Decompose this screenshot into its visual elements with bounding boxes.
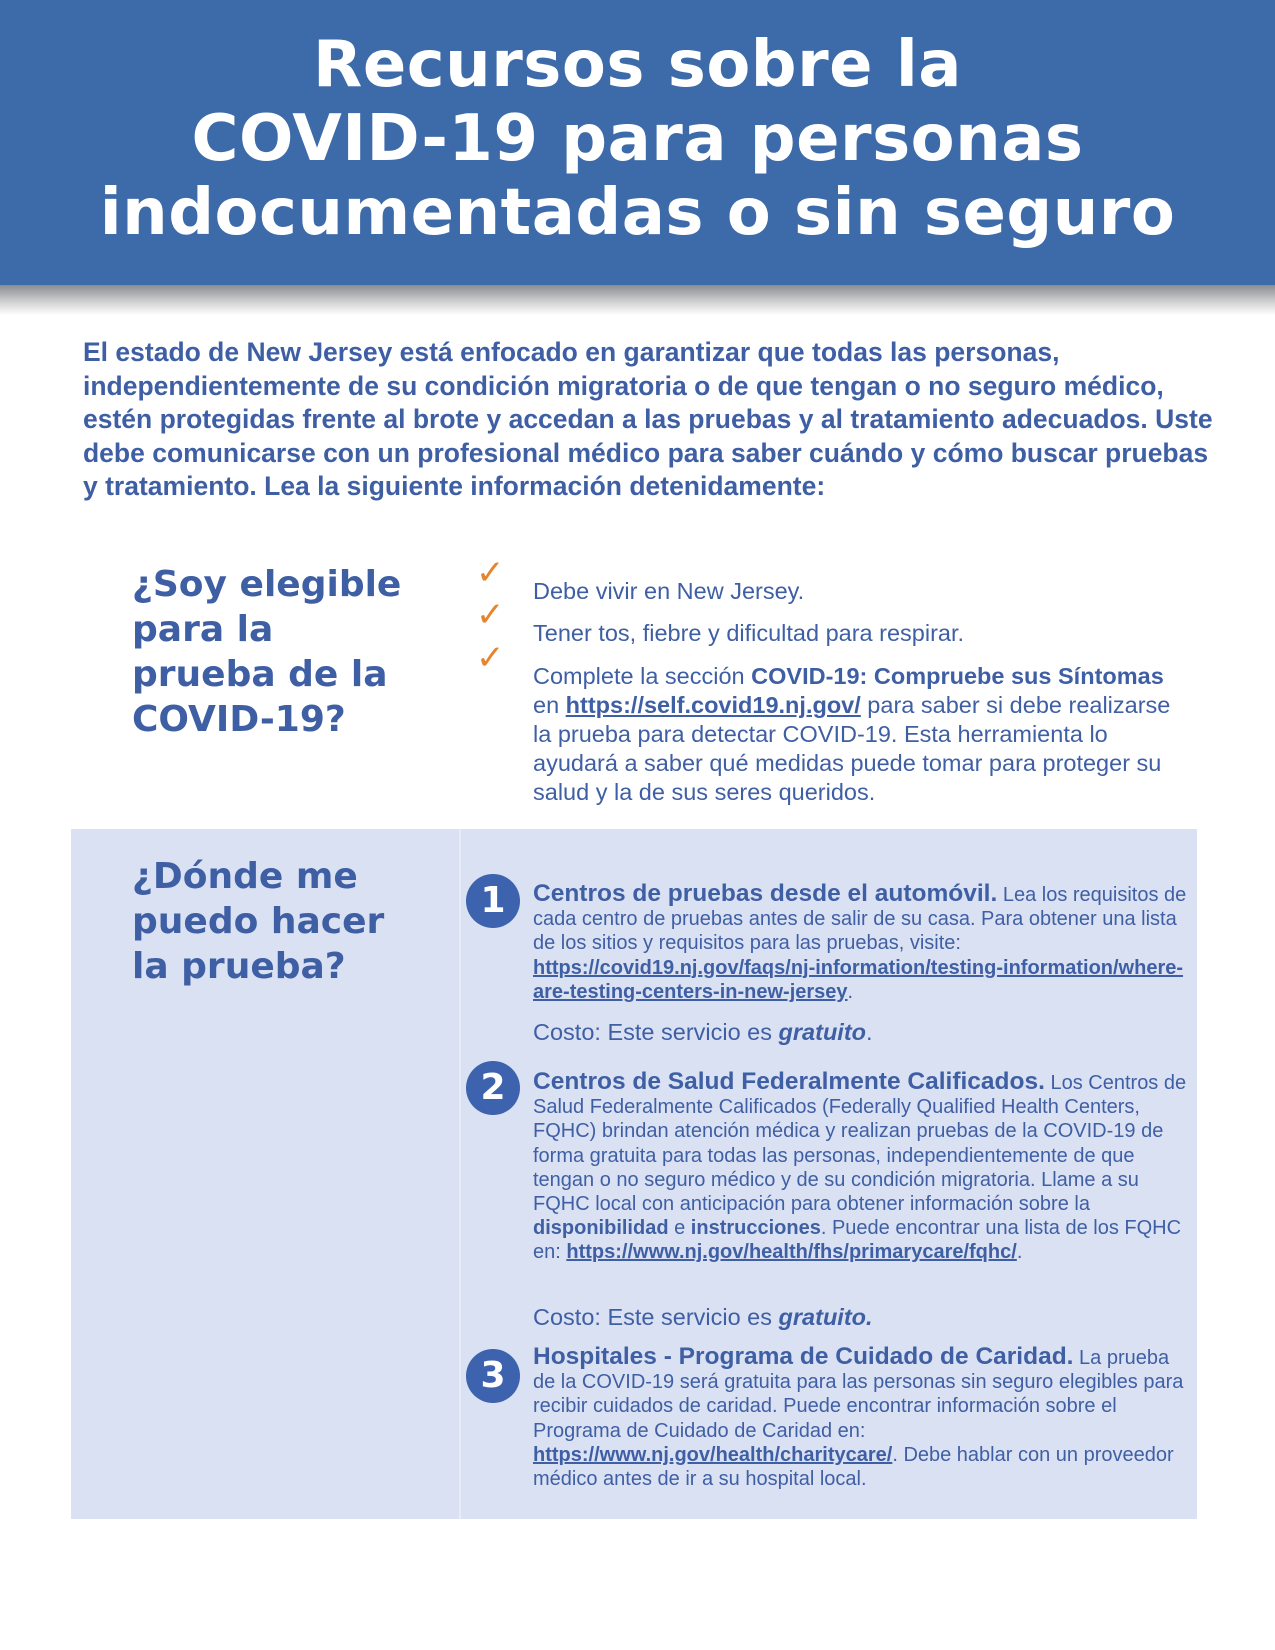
cost-value: gratuito (778, 1019, 867, 1045)
cost-line (533, 1017, 873, 1047)
heading-line: prueba de la (132, 654, 388, 695)
cost-line (533, 1302, 873, 1332)
cost-value: gratuito. (778, 1304, 873, 1330)
intro-paragraph: El estado de New Jersey está enfocado en garantizar que todas las personas, independientemente de su condición migratoria o de que tengan o no seguro médico, estén protegidas frente al brote y accedan a las pruebas y al tratamiento adecuados. Uste debe comunicarse con un profesional médico para saber cuándo y cómo buscar pruebas y tratamiento. Lea la siguiente información detenidamente: (83, 337, 1213, 501)
item-text: e (668, 1217, 691, 1240)
item-title: Hospitales - Programa de Cuidado de Caridad. (533, 1343, 1074, 1370)
check-icon: ✓ (476, 553, 505, 593)
criterion-self-check (533, 662, 1193, 807)
item-text: Los Centros de Salud Federalmente Calificados (Federally Qualified Health Centers, FQHC) brindan atención médica y realizan pruebas de la COVID-19 de forma gratuita para todas las personas, independientemente de que tengan o no seguro médico y de su condición migratoria. Llame a su FQHC local con anticipación para obtener información sobre la (533, 1072, 1187, 1216)
check-icon: ✓ (476, 638, 505, 678)
item-text: La prueba de la COVID-19 será gratuita para las personas sin seguro elegibles para recibir cuidados de caridad. Puede encontrar información sobre el Programa de Cuidado de Caridad en: (533, 1347, 1184, 1442)
heading-line: ¿Dónde me (132, 856, 358, 897)
check-icon: ✓ (476, 595, 505, 635)
item-text: . Debe hablar con un proveedor médico antes de ir a su hospital local. (533, 1443, 1174, 1491)
number-badge-1: 1 (466, 874, 520, 928)
item-text: . (847, 980, 854, 1003)
criterion-text: para saber si debe realizarse la prueba para detectar COVID-19. Esta herramienta lo ayudará a saber qué medidas puede tomar para proteger su salud y la de sus seres queridos. (533, 692, 1171, 805)
number-badge-2: 2 (466, 1061, 520, 1115)
heading-line: para la (132, 609, 274, 650)
heading-line: puedo hacer (132, 901, 385, 942)
testing-item-fqhc (533, 1070, 1188, 1265)
panel-divider (459, 829, 461, 1519)
title-line: Recursos sobre la (313, 28, 962, 102)
heading-line: la prueba? (132, 946, 346, 987)
criterion-text: Complete la sección (533, 663, 752, 689)
availability-label: disponibilidad (533, 1217, 669, 1240)
item-text: Lea los requisitos de cada centro de pruebas antes de salir de su casa. Para obtener una lista de los sitios y requisitos para las pruebas, visite: (533, 884, 1187, 955)
heading-line: COVID-19? (132, 699, 346, 740)
criterion-residency: Debe vivir en New Jersey. (533, 578, 805, 604)
testing-item-charity-care (533, 1345, 1188, 1491)
title-line: indocumentadas o sin seguro (99, 176, 1176, 250)
banner-shadow (0, 285, 1275, 315)
page-title (0, 28, 1275, 250)
eligibility-heading (132, 562, 401, 742)
cost-label: Costo: Este servicio es (533, 1019, 779, 1045)
criterion-symptoms: Tener tos, fiebre y dificultad para respirar. (533, 620, 965, 646)
testing-centers-link[interactable]: https://covid19.nj.gov/faqs/nj-information/testing-information/where-are-testing-centers-in-new-jersey (533, 956, 1184, 1003)
charity-care-link[interactable]: https://www.nj.gov/health/charitycare/ (533, 1443, 893, 1466)
item-title: Centros de pruebas desde el automóvil. (533, 880, 998, 907)
title-line: COVID-19 para personas (191, 102, 1084, 176)
item-text: . Puede encontrar una lista de los FQHC en: (533, 1217, 1182, 1264)
number-badge-3: 3 (466, 1349, 520, 1403)
testing-item-drive-thru (533, 882, 1188, 1004)
criterion-text: en (533, 692, 566, 718)
symptom-check-section: COVID-19: Compruebe sus Síntomas (751, 663, 1164, 689)
heading-line: ¿Soy elegible (132, 564, 402, 605)
instructions-label: instrucciones (690, 1217, 821, 1240)
item-text: . (1016, 1241, 1023, 1264)
item-title: Centros de Salud Federalmente Calificados. (533, 1068, 1045, 1095)
cost-label: Costo: Este servicio es (533, 1304, 779, 1330)
self-check-link[interactable]: https://self.covid19.nj.gov/ (565, 692, 861, 718)
testing-heading (132, 854, 384, 989)
cost-after: . (866, 1019, 873, 1045)
fqhc-link[interactable]: https://www.nj.gov/health/fhs/primarycare/fqhc/ (566, 1241, 1017, 1264)
